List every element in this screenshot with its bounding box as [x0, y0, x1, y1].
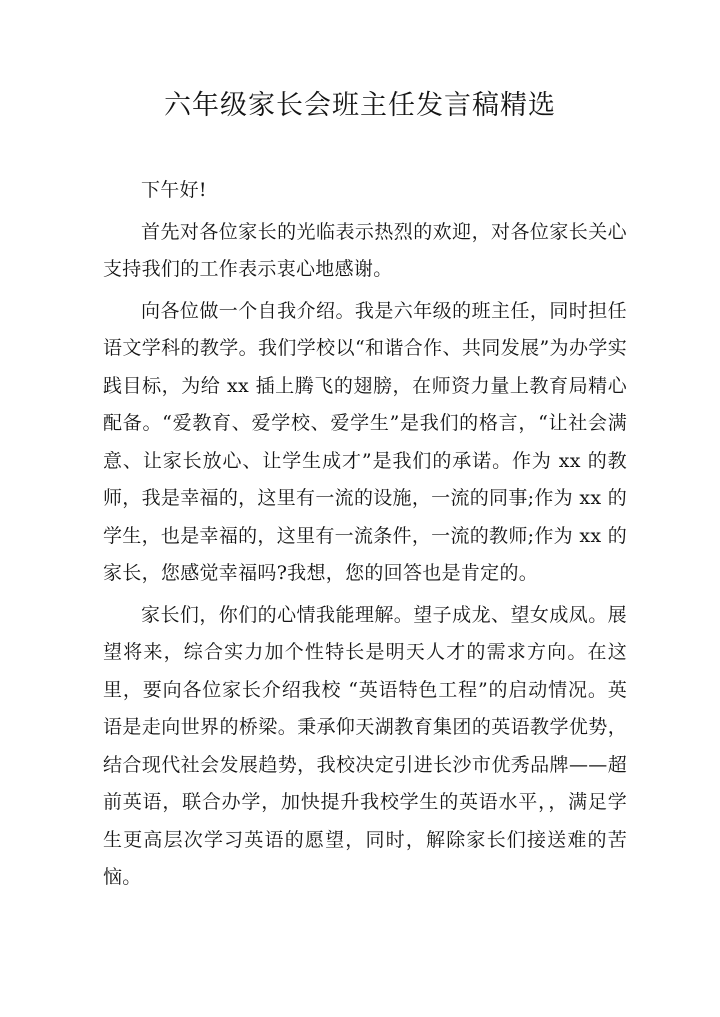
- document-body: [103, 172, 627, 901]
- paragraph-english-program: 家长们，你们的心情我能理解。望子成龙、望女成凤。展望将来，综合实力加个性特长是明天人才的需求方向。在这里，要向各位家长介绍我校 “英语特色工程”的启动情况。英语是走向世界的桥梁。秉承仰天湖教育集团的英语教学优势，结合现代社会发展趋势，我校决定引进长沙市优秀品牌——超前英语，联合办学，加快提升我校学生的英语水平，，满足学生更高层次学习英语的愿望，同时，解除家长们接送难的苦恼。: [103, 603, 627, 888]
- paragraph-greeting: 下午好!: [141, 179, 207, 201]
- document-title: 六年级家长会班主任发言稿精选: [164, 90, 556, 121]
- paragraph-welcome: 首先对各位家长的光临表示热烈的欢迎，对各位家长关心支持我们的工作表示衷心地感谢。: [103, 220, 627, 280]
- paragraph-introduction: 向各位做一个自我介绍。我是六年级的班主任，同时担任语文学科的教学。我们学校以“和谐合作、共同发展”为办学实践目标，为给 xx 插上腾飞的翅膀，在师资力量上教育局精心配备。“爱教育、爱学校、爱学生”是我们的格言，“让社会满意、让家长放心、让学生成才”是我们的承诺。作为 xx 的教师，我是幸福的，这里有一流的设施，一流的同事;作为 xx 的学生，也是幸福的，这里有一流条件，一流的教师;作为 xx 的家长，您感觉幸福吗?我想，您的回答也是肯定的。: [103, 299, 627, 584]
